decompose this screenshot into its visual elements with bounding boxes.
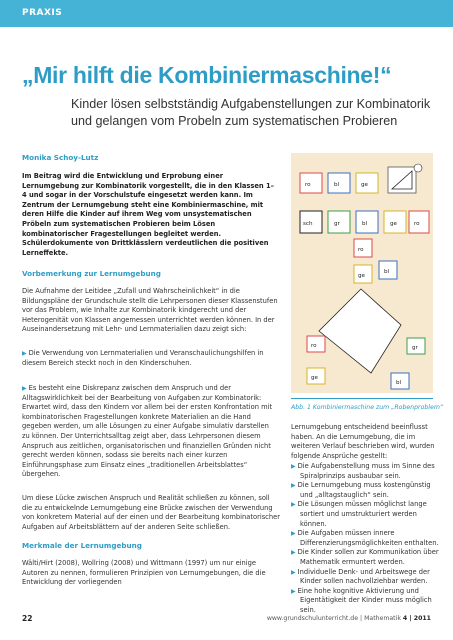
card-top-1 — [300, 173, 322, 193]
intro-abstract: Im Beitrag wird die Entwicklung und Erprobung einer Lernumgebung zur Kombinatorik vorgestellt, die in den Klassen 1–4 und sogar in der Vorschulstufe eingesetzt werden kann. Im Zentrum der Lernumgebung steht eine Kombiniermaschine, mit deren Hilfe die Kinder auf ihrem Weg vom unsystematischen Pröbeln zum systematischen Probieren beim Lösen kombinatorischer Fragestellungen begleitet werden. Schülerdokumente von Drittklässlern verdeutlichen die positiven Lerneffekte. — [22, 172, 274, 257]
bullet-triangle-icon: ▶ — [22, 350, 27, 357]
card-label: bl — [334, 182, 340, 188]
section-label: PRAXIS — [22, 8, 63, 18]
list-item: ▶ Die Aufgabenstellung muss im Sinne des Spiralprinzips ausbaubar sein. — [291, 462, 435, 480]
requirements-list — [291, 462, 443, 616]
right-column-intro: Lernumgebung entscheidend beeinflusst haben. An die Lernumgebung, die im weiteren Verlauf beschrieben wird, wurden folgende Ansprüche gestellt: — [291, 423, 435, 460]
card-label: ro — [305, 182, 311, 188]
list-item: ▶ Eine hohe kognitive Aktivierung und Eigentätigkeit der Kinder muss möglich sein. — [291, 586, 432, 614]
smiley-icon — [414, 164, 422, 172]
card-label: bl — [362, 221, 368, 227]
card-label: ge — [311, 375, 318, 381]
card-label: ro — [311, 343, 317, 349]
section1-bullet-1 — [22, 349, 274, 368]
bullet-text: Es besteht eine Diskrepanz zwischen dem Anspruch und der Alltagswirklichkeit bei der Bearbeitung von Aufgaben zur Kombinatorik: Erwartet wird, dass den Kindern vor allem bei der ersten Konfrontation mit kombinatorischen Fragestellungen konkrete Materialien an die Hand gegeben werden, um alle Lösungen zu einer Aufgabe simulativ darstellen zu können. Der Unterrichtsalltag zeigt aber, dass Lehrpersonen diesem Anspruch aus zeitlichen, organisatorischen und finanziellen Gründen nicht gerecht werden können, sodass sie bereits nach einer kurzen Einführungsphase zum Einsatz eines „traditionellen Arbeitsblattes“ übergehen. — [22, 384, 273, 479]
figure-kombiniermaschine — [291, 153, 433, 393]
bullet-triangle-icon: ▶ — [291, 568, 296, 576]
bullet-text: Die Verwendung von Lernmaterialien und Veranschaulichungshilfen in diesem Bereich steckt noch in den Kinderschuhen. — [22, 349, 264, 367]
diamond-arrangement — [307, 289, 425, 389]
footer — [267, 615, 431, 622]
footer-subject: Mathematik — [364, 615, 401, 622]
card-label: ro — [358, 247, 364, 253]
card-label: bl — [384, 269, 390, 275]
caption-rule — [291, 398, 433, 399]
card-label: ge — [358, 273, 365, 279]
section1-paragraph-1: Die Aufnahme der Leitidee „Zufall und Wahrscheinlichkeit“ in die Bildungspläne der Grundschule stellt die Lehrpersonen dieser Klassenstufen vor das Problem, wie Inhalte zur Kombinatorik kindgerecht und der Heterogenität von Klassen angemessen unterrichtet werden können. In der Auseinandersetzung mit Lehr- und Lernmaterialien dazu zeigt sich: — [22, 287, 278, 334]
card-label: sch — [303, 221, 313, 227]
section-heading-1: Vorbemerkung zur Lernumgebung — [22, 269, 161, 278]
card-label: bl — [396, 380, 402, 386]
diamond-shape — [319, 289, 401, 373]
bullet-triangle-icon: ▶ — [291, 501, 296, 509]
footer-issue: 4 | 2011 — [402, 615, 431, 622]
kombiniermaschine-drawing — [291, 153, 433, 393]
list-item: ▶ Die Kinder sollen zur Kommunikation über Mathematik ermuntert werden. — [291, 548, 439, 566]
bullet-triangle-icon: ▶ — [291, 587, 296, 595]
author: Monika Schoy-Lutz — [22, 153, 99, 162]
card-label: gr — [412, 345, 418, 351]
list-item: ▶ Die Aufgaben müssen innere Differenzierungsmöglichkeiten enthalten. — [291, 529, 439, 547]
section1-paragraph-2: Um diese Lücke zwischen Anspruch und Realität schließen zu können, soll die zu entwickelnde Lernumgebung eine Brücke zwischen der Verwendung von konkretem Material auf der einen und der Bearbeitung kombinatorischer Aufgaben auf Arbeitsblättern auf der anderen Seite schließen. — [22, 494, 280, 531]
bullet-triangle-icon: ▶ — [291, 463, 296, 470]
list-item: ▶ Individuelle Denk- und Arbeitswege der Kinder sollen nachvollziehbar werden. — [291, 567, 430, 586]
bullet-triangle-icon: ▶ — [22, 385, 27, 392]
figure-caption: Abb. 1 Kombiniermaschine zum „Robenproblem“ — [291, 404, 444, 411]
card-label: ge — [361, 182, 368, 188]
section2-paragraph: Wälti/Hirt (2008), Wollring (2008) und Wittmann (1997) um nur einige Autoren zu nennen, formulieren Prinzipien von Lernumgebungen, die die Entwicklung der vorliegenden — [22, 559, 266, 587]
footer-separator: | — [360, 615, 363, 622]
card-label: ro — [414, 221, 420, 227]
card-label: gr — [334, 221, 340, 227]
bottom-row — [300, 211, 429, 233]
card-label: ge — [390, 221, 397, 227]
bullet-triangle-icon: ▶ — [291, 549, 296, 557]
bullet-triangle-icon: ▶ — [291, 482, 296, 490]
bullet-triangle-icon: ▶ — [291, 530, 296, 538]
list-item: ▶ Die Lösungen müssen möglichst lange sortiert und umstrukturiert werden können. — [291, 500, 427, 528]
article-subtitle: Kinder lösen selbstständig Aufgabenstellungen zur Kombinatorik und gelangen vom Probeln zum systematischen Probieren — [71, 97, 431, 128]
top-row — [300, 164, 422, 193]
footer-site: www.grundschulunterricht.de — [266, 615, 359, 622]
section-heading-2: Merkmale der Lernumgebung — [22, 541, 142, 550]
article-title: „Mir hilft die Kombiniermaschine!“ — [22, 62, 392, 88]
page-number: 22 — [22, 614, 33, 623]
section1-bullet-2 — [22, 384, 274, 480]
list-item: ▶ Die Lernumgebung muss kostengünstig und „alltagstauglich“ sein. — [291, 481, 431, 499]
middle-column — [354, 239, 397, 283]
header-bar — [0, 0, 453, 27]
